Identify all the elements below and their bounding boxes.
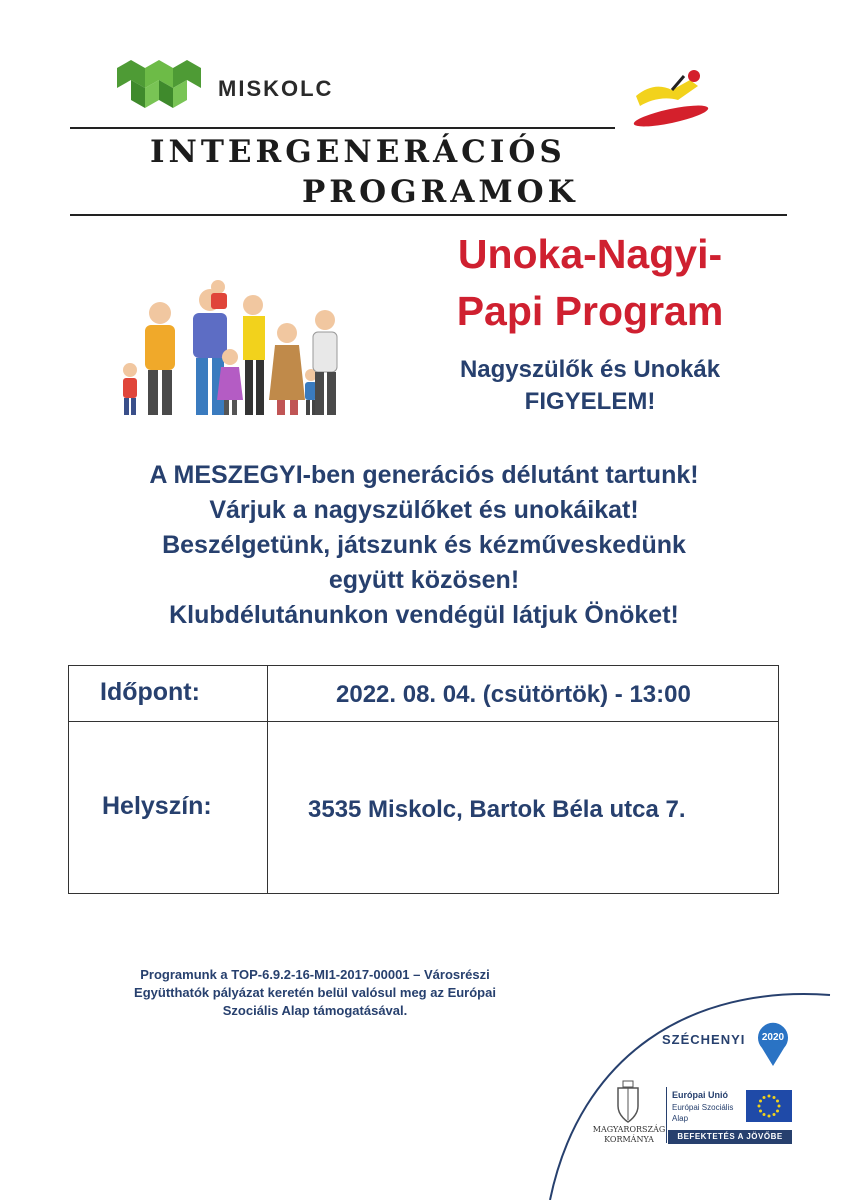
table-divider-vertical: [267, 665, 268, 894]
eu-subtitle: Európai Szociális Alap: [672, 1103, 734, 1123]
announcement-line: Várjuk a nagyszülőket és unokáikat!: [209, 496, 639, 524]
title-line2: Papi Program: [456, 288, 724, 334]
funding-note: [80, 966, 550, 1020]
title-line1: Unoka-Nagyi-: [457, 231, 723, 277]
subtitle-line2: FIGYELEM!: [524, 388, 656, 415]
program-subtitle: [400, 354, 780, 418]
badge-year: 2020: [761, 1032, 785, 1043]
time-label: Időpont:: [100, 678, 200, 706]
funding-line: Együtthatók pályázat keretén belül valósul meg az Európai: [134, 985, 496, 1000]
announcement-line: együtt közösen!: [328, 566, 520, 594]
heading-line2: PROGRAMOK: [302, 174, 579, 210]
location-pin-icon: [756, 1022, 790, 1066]
time-value: 2022. 08. 04. (csütörtök) - 13:00: [336, 681, 691, 708]
subtitle-line1: Nagyszülők és Unokák: [459, 356, 721, 383]
announcement-line: Klubdélutánunkon vendégül látjuk Önöket!: [169, 601, 679, 629]
place-label: Helyszín:: [102, 792, 212, 820]
announcement-line: Beszélgetünk, játszunk és kézműveskedünk: [162, 531, 686, 559]
hungarian-crest-icon: [610, 1080, 646, 1124]
invest-banner: BEFEKTETÉS A JÖVŐBE: [668, 1130, 792, 1144]
miskolc-logo-icon: [117, 60, 201, 110]
table-divider-horizontal: [68, 721, 779, 722]
gov-line1: MAGYARORSZÁG: [592, 1125, 666, 1134]
eu-title: Európai Unió: [672, 1090, 728, 1100]
szechenyi-2020-badge: [756, 1022, 790, 1066]
header-rule-bottom: [70, 214, 787, 216]
gov-line2: KORMÁNYA: [604, 1135, 654, 1144]
government-text: [590, 1125, 668, 1145]
skier-icon: [628, 66, 710, 128]
funding-line: Szociális Alap támogatásával.: [222, 1003, 408, 1018]
announcement-text: [60, 458, 788, 633]
family-illustration-icon: [115, 275, 345, 425]
program-title: [400, 226, 780, 340]
logo-text: MISKOLC: [218, 76, 334, 101]
funding-line: Programunk a TOP-6.9.2-16-MI1-2017-00001 – Városrészi: [140, 967, 490, 982]
header-rule-top: [70, 127, 615, 129]
announcement-line: A MESZEGYI-ben generációs délutánt tartunk!: [149, 461, 699, 489]
heading-line1: INTERGENERÁCIÓS: [150, 134, 566, 170]
place-value: 3535 Miskolc, Bartok Béla utca 7.: [308, 796, 686, 823]
szechenyi-label: SZÉCHENYI: [662, 1032, 746, 1047]
eu-flag-icon: [746, 1090, 792, 1122]
